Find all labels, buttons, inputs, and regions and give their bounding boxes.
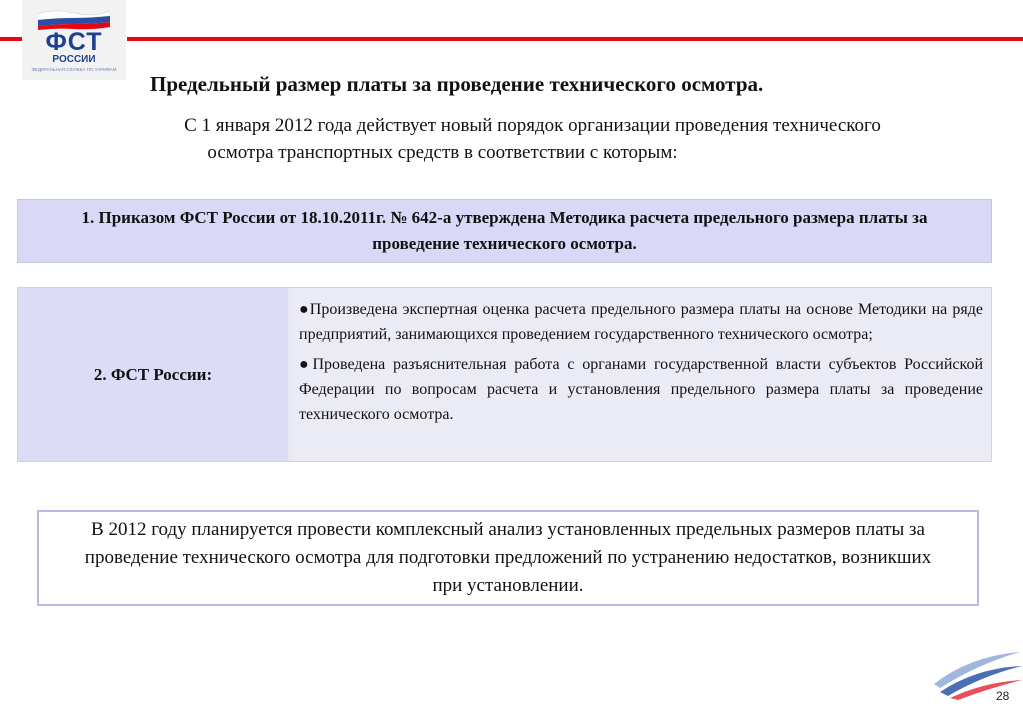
intro-line-2: осмотра транспортных средств в соответствии с которым: (207, 142, 678, 163)
fst-logo (22, 0, 126, 80)
order-box (17, 199, 992, 263)
flag-icon (38, 8, 110, 30)
fst-actions-label-cell (18, 288, 288, 461)
slide-title: Предельный размер платы за проведение технического осмотра. (150, 72, 764, 96)
fst-actions-table (17, 287, 992, 462)
page-number: 28 (996, 689, 1010, 703)
intro-line-1: С 1 января 2012 года действует новый порядок организации проведения технического (184, 115, 881, 136)
fst-actions-label: 2. ФСТ России: (93, 364, 213, 384)
fst-actions-list-cell (291, 288, 991, 461)
order-text: 1. Приказом ФСТ России от 18.10.2011г. № 642-а утверждена Методика расчета предельного размера платы за проведение технического осмотра. (81, 208, 928, 253)
logo-sub-text: РОССИИ (52, 54, 96, 65)
logo-main-text: ФСТ (45, 28, 103, 56)
header-red-line (127, 37, 1023, 41)
plan-box (37, 510, 979, 606)
logo-tiny-text: ФЕДЕРАЛЬНАЯ СЛУЖБА ПО ТАРИФАМ (31, 67, 117, 72)
list-item: ●Проведена разъяснительная работа с органами государственной власти субъектов Российской Федерации по вопросам расчета и установления предельного размера платы за проведение технического осмотра. (299, 356, 983, 423)
plan-text: В 2012 году планируется провести комплексный анализ установленных предельных размеров платы за проведение технического осмотра для подготовки предложений по устранению недостатков, возникших при установлении. (84, 519, 932, 596)
list-item: ●Произведена экспертная оценка расчета предельного размера платы на основе Методики на ряде предприятий, занимающихся проведением государственного технического осмотра; (299, 301, 983, 343)
header-red-line-left (0, 37, 22, 41)
intro-text (40, 112, 1023, 166)
